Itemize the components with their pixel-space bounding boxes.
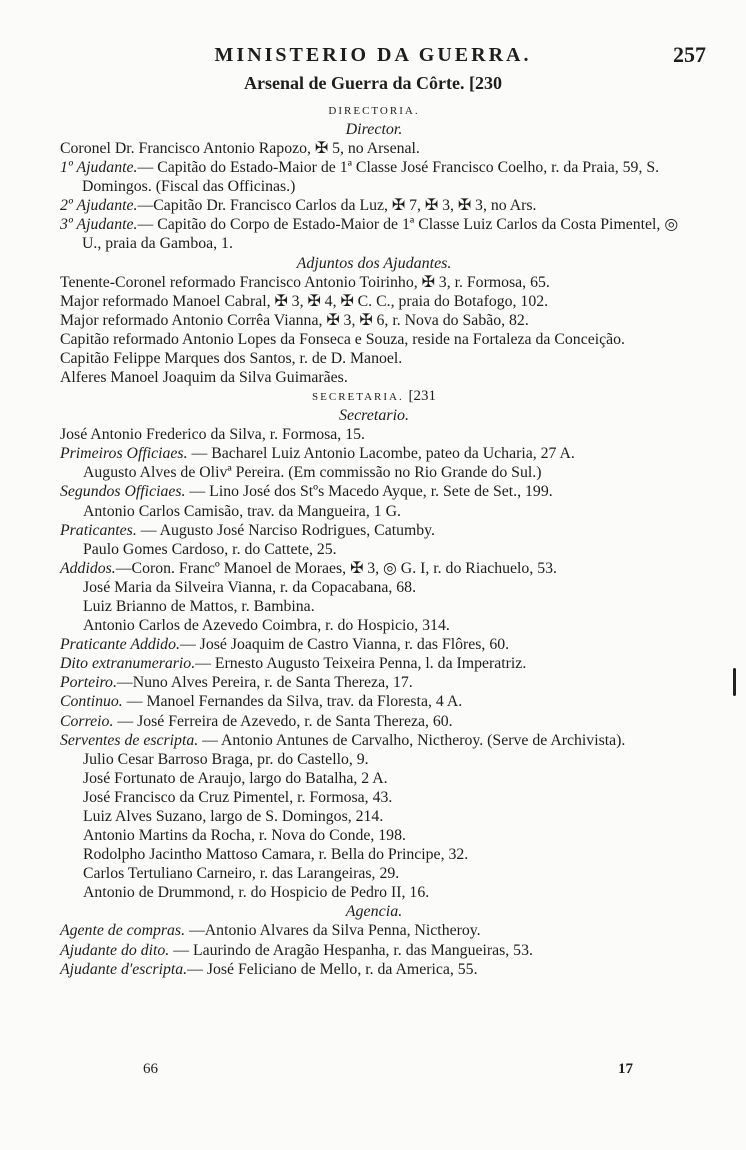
secretaria-entry-label: Primeiros Officiaes. (60, 445, 188, 463)
secretaria-entry (60, 463, 688, 482)
secretaria-entry-label: Serventes de escripta. (60, 731, 199, 749)
directoria-entry-label: 1º Ajudante. (60, 159, 138, 177)
agencia-entry-text: — José Feliciano de Mello, r. da America, 55. (187, 960, 478, 978)
secretaria-entry (60, 540, 688, 559)
secretaria-entry-text: José Maria da Silveira Vianna, r. da Copacabana, 68. (83, 578, 417, 596)
adjunto-entry: Major reformado Manoel Cabral, ✠ 3, ✠ 4, ✠ C. C., praia do Botafogo, 102. (60, 292, 549, 310)
secretaria-entry (60, 521, 688, 540)
secretaria-entry (60, 692, 688, 711)
secretaria-entry-text: — Antonio Antunes de Carvalho, Nictheroy. (Serve de Archivista). (198, 731, 626, 749)
agencia-entry (60, 960, 688, 979)
secretaria-entry-text: — Augusto José Narciso Rodrigues, Catumby. (136, 521, 436, 539)
secretaria-entry-label: Praticante Addido. (60, 636, 180, 654)
agencia-entry (60, 921, 688, 940)
adjunto-entry: Alferes Manoel Joaquim da Silva Guimarães. (60, 369, 348, 387)
secretaria-entry (60, 750, 688, 769)
secretaria-entry (60, 769, 688, 788)
secretaria-entry-text: Antonio Carlos de Azevedo Coimbra, r. do Hospicio, 314. (83, 617, 450, 635)
secretaria-entry-text: —Coron. Francº Manoel de Moraes, ✠ 3, ◎ G. I, r. do Riachuelo, 53. (115, 559, 557, 577)
secretaria-entry-label: Continuo. (60, 693, 123, 711)
secretaria-entry (60, 502, 688, 521)
director-heading: Director. (345, 121, 403, 138)
secretaria-entry (60, 444, 688, 463)
secretario-heading: Secretario. (338, 407, 410, 425)
secretaria-entry (60, 807, 688, 826)
secretaria-caption-text: SECRETARIA. (312, 391, 404, 404)
secretaria-entry (60, 712, 688, 731)
secretaria-entry (60, 731, 688, 750)
section-title-text: Arsenal de Guerra da Côrte. (244, 73, 465, 93)
directoria-entry-text: — Capitão do Estado-Maior de 1ª Classe José Francisco Coelho, r. da Praia, 59, S. Domingos. (Fiscal das Officinas.) (82, 159, 660, 196)
secretaria-entry-label: Addidos. (60, 559, 116, 577)
secretaria-entry-text: José Antonio Frederico da Silva, r. Formosa, 15. (60, 426, 365, 444)
directoria-entry-text: — Capitão do Corpo de Estado-Maior de 1ª Classe Luiz Carlos da Costa Pimentel, ◎ U., praia da Gamboa, 1. (82, 216, 679, 253)
agencia-entry-label: Ajudante do dito. (60, 941, 170, 959)
agencia-entry-text: —Antonio Alvares da Silva Penna, Nictheroy. (185, 922, 481, 940)
adjunto-entry: Major reformado Antonio Corrêa Vianna, ✠ 3, ✠ 6, r. Nova do Sabão, 82. (60, 311, 529, 329)
directoria-entry-text: —Capitão Dr. Francisco Carlos da Luz, ✠ 7, ✠ 3, ✠ 3, no Ars. (137, 197, 537, 215)
footer-signature-right: 17 (618, 1061, 633, 1077)
secretaria-entry-text: — Lino José dos Stºs Macedo Ayque, r. Sete de Set., 199. (185, 483, 553, 501)
secretaria-entries (60, 425, 688, 902)
agencia-heading: Agencia. (345, 903, 403, 921)
secretaria-entry (60, 788, 688, 807)
directoria-entry-label: 3º Ajudante. (60, 216, 138, 234)
secretaria-caption (60, 387, 688, 406)
secretaria-entry-text: Paulo Gomes Cardoso, r. do Cattete, 25. (83, 540, 337, 558)
secretaria-entry-text: Luiz Brianno de Mattos, r. Bambina. (83, 597, 315, 615)
secretaria-entry (60, 578, 688, 597)
secretaria-entry (60, 597, 688, 616)
agencia-entries (60, 921, 688, 978)
directoria-entry-label: 2º Ajudante. (60, 197, 138, 215)
secretaria-entry (60, 845, 688, 864)
secretaria-entry-text: —Nuno Alves Pereira, r. de Santa Thereza, 17. (116, 674, 413, 692)
secretaria-entry-label: Correio. (60, 712, 114, 730)
secretaria-entry (60, 425, 688, 444)
page-number: 257 (673, 42, 706, 67)
agencia-entry (60, 941, 688, 960)
adjunto-entry: Capitão reformado Antonio Lopes da Fonseca e Souza, reside na Fortaleza da Conceição. (60, 330, 625, 348)
secretaria-entry-text: — Manoel Fernandes da Silva, trav. da Floresta, 4 A. (122, 693, 463, 711)
secretaria-entry-text: Luiz Alves Suzano, largo de S. Domingos, 214. (83, 808, 384, 825)
footer-signature-left: 66 (143, 1061, 158, 1077)
secretaria-entry-text: Julio Cesar Barroso Braga, pr. do Castello, 9. (83, 750, 369, 768)
page-header-title: MINISTERIO DA GUERRA. (214, 44, 532, 66)
secretaria-entry-label: Praticantes. (60, 521, 137, 539)
secretaria-entry-text: Antonio Martins da Rocha, r. Nova do Conde, 198. (83, 827, 406, 845)
secretaria-entry-label: Segundos Officiaes. (60, 483, 186, 501)
secretaria-entry-text: Antonio Carlos Camisão, trav. da Mangueira, 1 G. (83, 502, 401, 520)
page-speck (733, 668, 736, 696)
secretaria-entry (60, 673, 688, 692)
secretaria-entry (60, 616, 688, 635)
secretaria-entry (60, 559, 688, 578)
secretaria-entry (60, 635, 688, 654)
document-body (60, 102, 688, 979)
directoria-entry-text: Coronel Dr. Francisco Antonio Rapozo, ✠ 5, no Arsenal. (60, 140, 420, 157)
secretaria-caption-ref: [231 (408, 388, 436, 405)
secretaria-entry-text: Antonio de Drummond, r. do Hospicio de Pedro II, 16. (83, 884, 430, 902)
directoria-entries (60, 139, 688, 254)
secretaria-entry-text: — Bacharel Luiz Antonio Lacombe, pateo da Ucharia, 27 A. (187, 445, 575, 463)
secretaria-entry-text: Augusto Alves de Olivª Pereira. (Em commissão no Rio Grande do Sul.) (83, 464, 542, 482)
secretaria-entry-text: — José Joaquim de Castro Vianna, r. das Flôres, 60. (179, 636, 510, 654)
adjuntos-entries (60, 273, 688, 388)
secretaria-entry-text: José Fortunato de Araujo, largo do Batalha, 2 A. (83, 769, 388, 787)
adjuntos-heading: Adjuntos dos Ajudantes. (296, 254, 452, 272)
secretaria-entry-text: Carlos Tertuliano Carneiro, r. das Larangeiras, 29. (83, 865, 400, 883)
secretaria-entry (60, 654, 688, 673)
secretaria-entry-text: Rodolpho Jacintho Mattoso Camara, r. Bella do Principe, 32. (83, 846, 469, 864)
agencia-entry-text: — Laurindo de Aragão Hespanha, r. das Mangueiras, 53. (169, 941, 533, 959)
secretaria-entry-label: Porteiro. (60, 674, 117, 692)
secretaria-entry (60, 826, 688, 845)
secretaria-entry-text: — Ernesto Augusto Teixeira Penna, l. da Imperatriz. (195, 655, 527, 673)
secretaria-entry-label: Dito extranumerario. (60, 655, 196, 673)
secretaria-entry-text: — José Ferreira de Azevedo, r. de Santa Thereza, 60. (113, 712, 453, 730)
adjunto-entry: Tenente-Coronel reformado Francisco Antonio Toirinho, ✠ 3, r. Formosa, 65. (60, 273, 550, 291)
secretaria-entry (60, 864, 688, 883)
directoria-entry (60, 196, 688, 215)
secretaria-entry (60, 482, 688, 501)
agencia-entry-label: Ajudante d'escripta. (60, 960, 188, 978)
secretaria-entry-text: José Francisco da Cruz Pimentel, r. Formosa, 43. (83, 788, 393, 806)
directoria-entry (60, 158, 688, 196)
agencia-entry-label: Agente de compras. (60, 922, 186, 940)
directoria-entry (60, 139, 688, 158)
adjunto-entry: Capitão Felippe Marques dos Santos, r. de D. Manoel. (60, 349, 403, 367)
section-title-ref: [230 (468, 73, 502, 93)
secretaria-entry (60, 883, 688, 902)
directoria-caption: DIRECTORIA. (328, 105, 420, 117)
section-title (0, 73, 746, 94)
directoria-entry (60, 215, 688, 253)
